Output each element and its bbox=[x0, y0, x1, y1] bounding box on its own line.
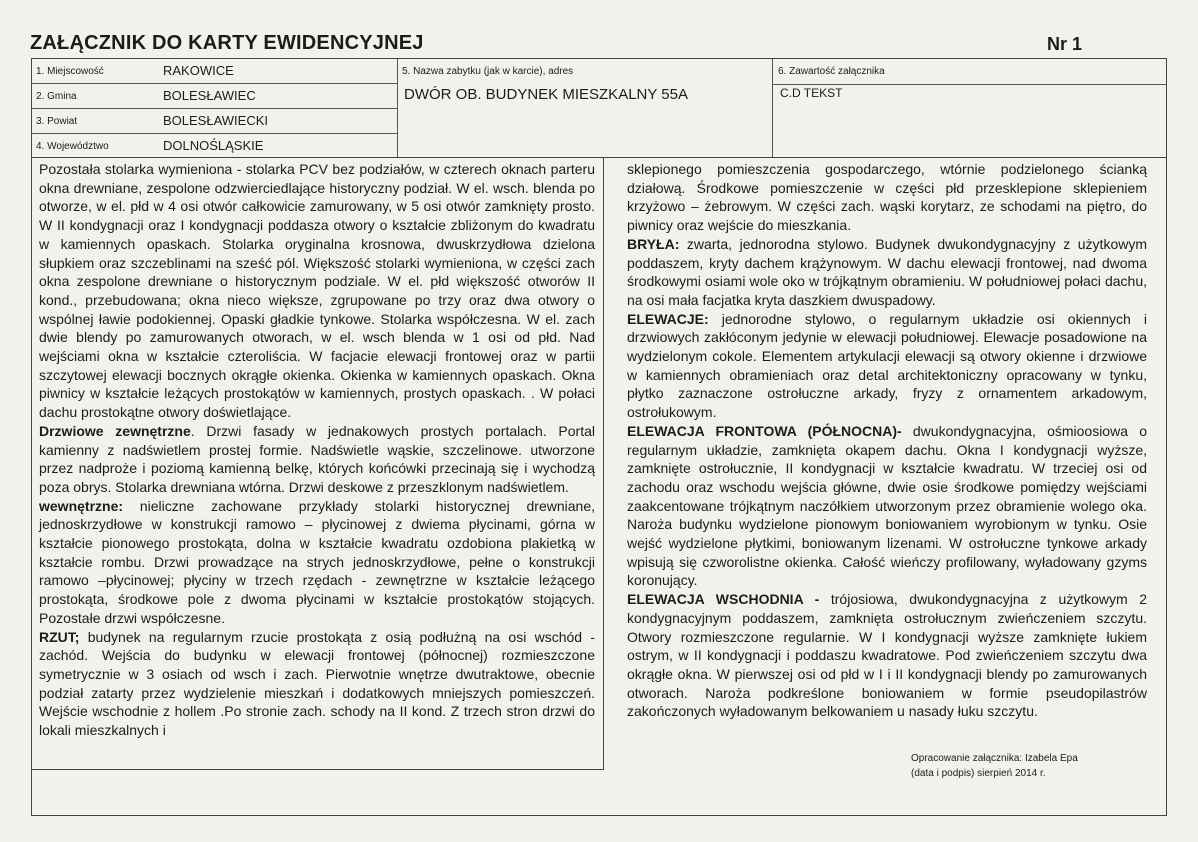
paragraph bbox=[627, 422, 1147, 590]
paragraph bbox=[627, 160, 1147, 235]
signature-block bbox=[911, 751, 1078, 781]
paragraph-text: zwarta, jednorodna stylowo. Budynek dwukondygnacyjny z użytkowym poddaszem, kryty dachem krążynowym. W dachu elewacji frontowej, nad dwoma środkowymi osiami wole oko w trójkątnym obramieniu. W południowej połaci dachu, na osi mała facjatka kryta daszkiem dwuspadowy. bbox=[627, 235, 1147, 308]
section-heading: Drzwiowe zewnętrzne bbox=[39, 422, 191, 439]
paragraph-text: . Drzwi fasady w jednakowych prostych portalach. Portal kamienny z nadświetlem prostej formie. Nadświetle wąskie, szczelinowe. utworzone przez nadproże i poziomą kamienną belkę, których końcówki przecinają się i wychodzą poza obrys. Stolarka drewniana wtórna. Drzwi deskowe z przeszklonym nadświetlem. bbox=[39, 422, 596, 495]
paragraph bbox=[39, 422, 595, 497]
field-value-nazwa: DWÓR OB. BUDYNEK MIESZKALNY 55A bbox=[404, 86, 688, 103]
paragraph bbox=[39, 628, 595, 740]
paragraph-text: sklepionego pomieszczenia gospodarczego, wtórnie podzielonego ścianką działową. Środkowe pomieszczenie w części płd przesklepione sklepieniem krzyżowo – żebrowym. W części zach. wąski korytarz, ze schodami na piętro, do piwnicy oraz wejście do mieszkania. bbox=[627, 161, 1147, 234]
paragraph-text: dwukondygnacyjna, ośmioosiowa o regularnym układzie, zamknięta okapem dachu. Okna I kondygnacji wyższe, zamknięte ostrołucznie, II kondygnacji w kształcie kwadratu. W trzeciej osi od zachodu oraz wschodu wejścia główne, dwie osie środkowe pomiędzy wejściami zaakcentowane trójkątnym naczółkiem utworzonym przez obramienie wolego oka. Naroża budynku wydzielone pionowym boniowaniem wyrobionym w tynku. Osie wejść wydzielone płytkimi, boniowanym lizenami. W ostrołuczne tynkowe arkady wpisują się czworolistne okienka. Całość wieńczy profilowany, wyładowany gzyms koronujący. bbox=[627, 422, 1147, 589]
column-divider bbox=[772, 59, 773, 157]
field-value: RAKOWICE bbox=[163, 63, 234, 78]
left-column-text bbox=[39, 160, 595, 740]
field-label-zawartosc: 6. Zawartość załącznika bbox=[778, 66, 885, 77]
header-table bbox=[31, 58, 1167, 158]
field-value: BOLESŁAWIEC bbox=[163, 88, 256, 103]
signature-author: Opracowanie załącznika: Izabela Epa bbox=[911, 753, 1078, 764]
section-heading: wewnętrzne: bbox=[39, 497, 124, 514]
section-heading: ELEWACJA WSCHODNIA - bbox=[627, 591, 820, 608]
paragraph-text: trójosiowa, dwukondygnacyjna z użytkowym 2 kondygnacyjnym poddaszem, zamknięta ostrołucznym zwieńczeniem szczytu. Otwory rozmieszczone regularnie. W I kondygnacji wyższe zamknięte łukiem ostrym, w II kondygnacji i poddaszu kwadratowe. Pod zwieńczeniem szczytu dwa okrągłe okna. W pierwszej osi od płd w I i II kondygnacji blendy po zamurowanych otworach. Naroża podkreślone boniowaniem w formie pseudopilastrów zakończonych wyładowanym belkowaniem u nasady łuku szczytu. bbox=[627, 591, 1147, 720]
page-title: ZAŁĄCZNIK DO KARTY EWIDENCYJNEJ bbox=[30, 32, 424, 54]
paragraph bbox=[627, 235, 1147, 310]
field-label: 2. Gmina bbox=[36, 91, 77, 102]
column-divider bbox=[397, 59, 398, 157]
field-label: 3. Powiat bbox=[36, 116, 78, 127]
paragraph bbox=[39, 497, 595, 628]
paragraph bbox=[627, 310, 1147, 422]
section-heading: ELEWACJA FRONTOWA (PÓŁNOCNA)- bbox=[627, 422, 902, 439]
right-column-text bbox=[627, 160, 1147, 721]
field-row-gmina bbox=[32, 84, 397, 109]
section-heading: ELEWACJE: bbox=[627, 310, 709, 327]
field-value-zawartosc: C.D TEKST bbox=[780, 86, 843, 100]
paragraph-text: budynek na regularnym rzucie prostokąta z osią podłużną na osi wschód - zachód. Wejścia do budynku w elewacji frontowej (północnej) rozmieszczone symetrycznie w 3 osiach od wsch i zach. Pierwotnie wnętrze dwutraktowe, obecnie podział zatarty przez wydzielenie mieszkań i dodatkowych mniejszych pomieszczeń. Wejście wschodnie z hollem .Po stronie zach. schody na II kond. Z trzech stron drzwi do lokali mieszkalnych i bbox=[39, 628, 595, 739]
field-label-nazwa: 5. Nazwa zabytku (jak w karcie), adres bbox=[402, 66, 574, 77]
field-label: 4. Województwo bbox=[36, 141, 109, 152]
field-row-wojewodztwo bbox=[32, 134, 397, 159]
paragraph bbox=[627, 590, 1147, 721]
field-value: DOLNOŚLĄSKIE bbox=[163, 138, 264, 153]
paragraph-text: Pozostała stolarka wymieniona - stolarka PCV bez podziałów, w czterech oknach parteru okna drewniane, zespolone odzwierciedlające historyczny podział. W el. wsch. blenda po otworze, w el. płd w 4 osi otwór całkowicie zamurowany, w 5 osi otwór zamknięty prosto. W II kondygnacji oraz I kondygnacji poddasza otwory o kształcie zbliżonym do kwadratu w kamiennych opaskach. Stolarka oryginalna krosnowa, dwuskrzydłowa dzielona słupkiem oraz szczeblinami na sześć pól. Większość stolarki wymieniona, w części zach okna zespolone drewniane o historycznym podziale. W el. płd większość otworów II kond., przebudowana; okna nieco większe, zgrupowane po trzy oraz dwa otwory o wspólnej ławie podokiennej. Opaski gładkie tynkowe. Stolarka współczesna. W el. zach dwie blendy po zamurowanych otworach, w el. wsch blenda w 1 osi od płd. Nad wejściami okna w kształcie czteroliścia. W facjacie elewacji frontowej oraz w partii szczytowej elewacji bocznych okrągłe okienka. Okienka w kamiennych opaskach. Okna piwnicy w kształcie leżących prostokątów w kamiennych, prostych opaskach. . W połaci dachu prostokątne otwory doświetlające. bbox=[39, 161, 595, 421]
field-row-powiat bbox=[32, 109, 397, 134]
paragraph bbox=[39, 160, 595, 422]
field-value: BOLESŁAWIECKI bbox=[163, 113, 268, 128]
signature-date: (data i podpis) sierpień 2014 r. bbox=[911, 768, 1046, 779]
paragraph-text: jednorodne stylowo, o regularnym układzie osi okiennych i drzwiowych zakłóconym jedynie w elewacji południowej. Elewacje posadowione na wydzielonym cokole. Elementem artykulacji elewacji są otwory okienne i drzwiowe w kamiennych obramieniach oraz detal architektoniczny opracowany w tynku, płytko zaznaczone ostrołuczne arkady, fryzy z ornamentem arkadowym, ostrołukowym. bbox=[627, 310, 1147, 421]
paragraph-text: nieliczne zachowane przykłady stolarki historycznej drewniane, jednoskrzydłowe w konstrukcji ramowo – płycinowej z dwiema płycinami, górna w kształcie pionowego prostokąta, dolna w kształcie kwadratu ozdobiona plakietką w kształcie rombu. Drzwi prowadzące na strych jednoskrzydłowe, pełne o konstrukcji ramowo –płycinowej; płyciny w trzech rzędach - zewnętrzne w kształcie leżącego prostokąta, środkowe pole z dwoma płycinami w kształcie prostokątów stojących. Pozostałe drzwi współczesne. bbox=[39, 497, 595, 626]
attachment-number: Nr 1 bbox=[1047, 34, 1083, 54]
row-divider bbox=[772, 84, 1167, 85]
field-row-miejscowosc bbox=[32, 59, 397, 84]
section-heading: RZUT; bbox=[39, 628, 80, 645]
field-label: 1. Miejscowość bbox=[36, 66, 104, 77]
section-heading: BRYŁA: bbox=[627, 235, 680, 252]
